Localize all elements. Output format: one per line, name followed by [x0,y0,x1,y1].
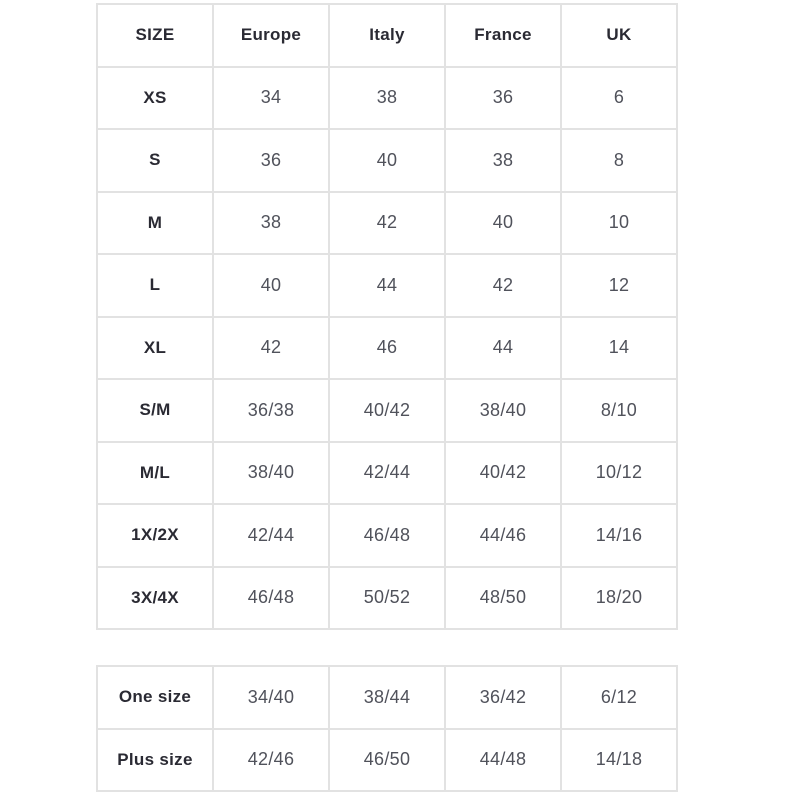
table-row [97,567,677,630]
size-value-cell: 42 [329,192,445,255]
size-value-cell: 38/40 [445,379,561,442]
column-header: Italy [329,4,445,67]
tables-container [96,3,678,792]
size-value-cell: 44 [445,317,561,380]
table-row [97,192,677,255]
table-row [97,729,677,792]
table-row [97,129,677,192]
size-value-cell: 40 [213,254,329,317]
size-value-cell: 8/10 [561,379,677,442]
size-value-cell: 46/48 [213,567,329,630]
size-value-cell: 34 [213,67,329,130]
size-value-cell: 14/18 [561,729,677,792]
size-value-cell: 14 [561,317,677,380]
size-value-cell: 12 [561,254,677,317]
special-sizes-table [96,665,678,792]
size-value-cell: 42/44 [213,504,329,567]
size-value-cell: 38/44 [329,666,445,729]
table-row [97,379,677,442]
table-row [97,666,677,729]
table-row [97,504,677,567]
size-value-cell: 36/38 [213,379,329,442]
size-conversion-table [96,3,678,630]
size-value-cell: 38 [213,192,329,255]
size-value-cell: 44/48 [445,729,561,792]
size-value-cell: 6/12 [561,666,677,729]
size-value-cell: 40 [445,192,561,255]
size-table-body [97,67,677,630]
size-value-cell: 14/16 [561,504,677,567]
column-header: Europe [213,4,329,67]
size-value-cell: 42/46 [213,729,329,792]
row-label: S [97,129,213,192]
size-value-cell: 10/12 [561,442,677,505]
size-value-cell: 6 [561,67,677,130]
size-value-cell: 46/50 [329,729,445,792]
size-value-cell: 46/48 [329,504,445,567]
table-row [97,67,677,130]
row-label: Plus size [97,729,213,792]
row-label: M/L [97,442,213,505]
row-label: XL [97,317,213,380]
table-row [97,254,677,317]
size-value-cell: 8 [561,129,677,192]
column-header: UK [561,4,677,67]
size-value-cell: 36/42 [445,666,561,729]
size-value-cell: 42/44 [329,442,445,505]
size-value-cell: 34/40 [213,666,329,729]
size-value-cell: 40 [329,129,445,192]
size-value-cell: 46 [329,317,445,380]
column-header: SIZE [97,4,213,67]
size-value-cell: 38 [445,129,561,192]
size-value-cell: 48/50 [445,567,561,630]
size-value-cell: 42 [445,254,561,317]
row-label: XS [97,67,213,130]
size-value-cell: 18/20 [561,567,677,630]
size-value-cell: 38 [329,67,445,130]
row-label: One size [97,666,213,729]
table-row [97,442,677,505]
column-header: France [445,4,561,67]
size-value-cell: 36 [445,67,561,130]
table-row [97,317,677,380]
size-value-cell: 36 [213,129,329,192]
row-label: S/M [97,379,213,442]
size-value-cell: 38/40 [213,442,329,505]
size-value-cell: 50/52 [329,567,445,630]
size-value-cell: 10 [561,192,677,255]
row-label: L [97,254,213,317]
special-table-body [97,666,677,791]
size-value-cell: 44/46 [445,504,561,567]
size-value-cell: 42 [213,317,329,380]
size-table-head [97,4,677,67]
size-value-cell: 40/42 [445,442,561,505]
size-value-cell: 40/42 [329,379,445,442]
size-value-cell: 44 [329,254,445,317]
row-label: 3X/4X [97,567,213,630]
row-label: 1X/2X [97,504,213,567]
table-header-row [97,4,677,67]
row-label: M [97,192,213,255]
